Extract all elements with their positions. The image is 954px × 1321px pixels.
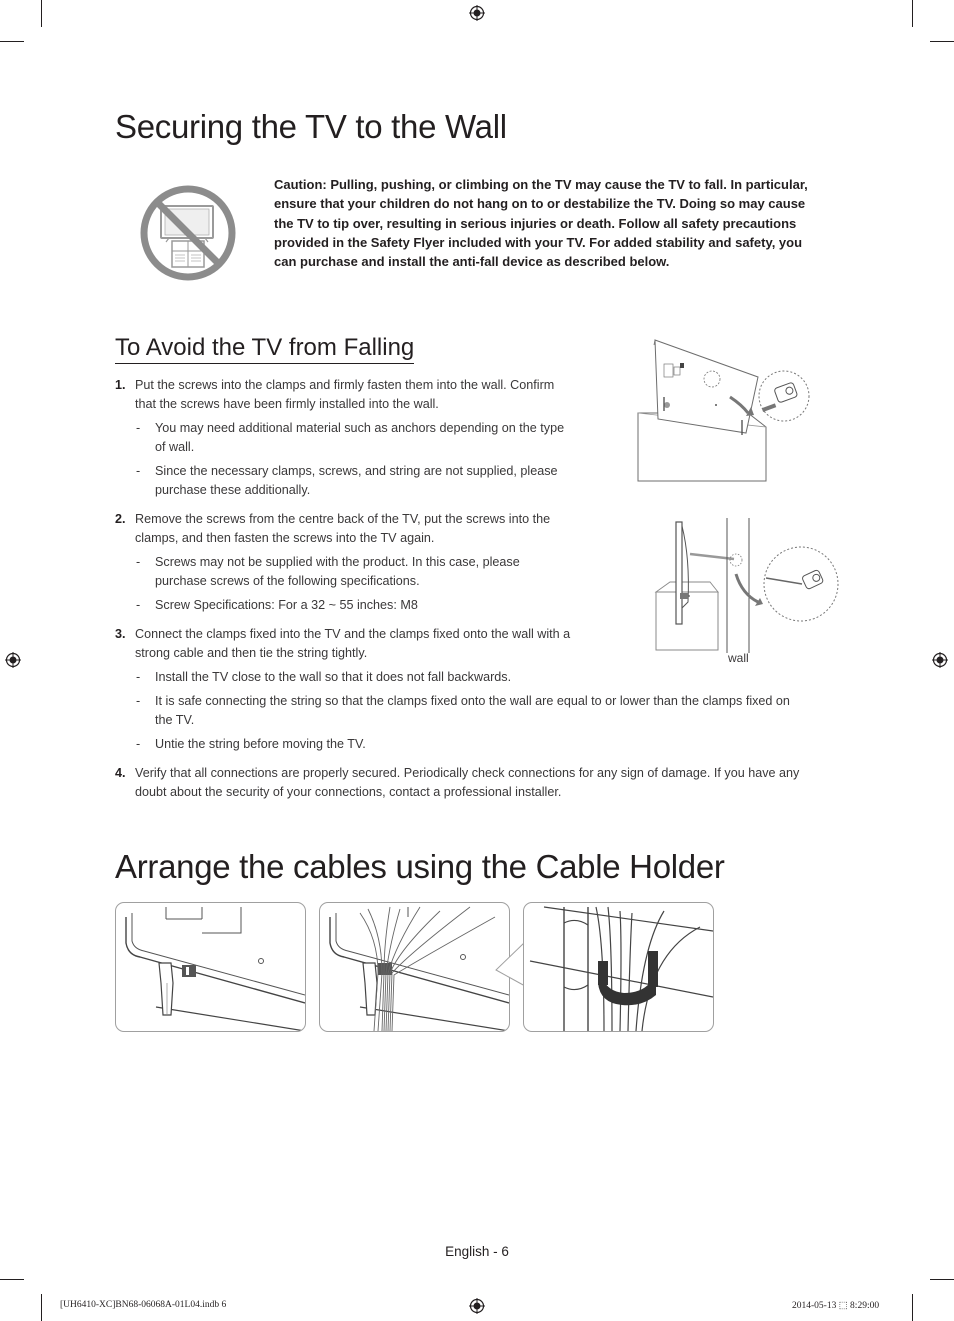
step-note: - You may need additional material such as anchors depending on the type of wall. — [136, 421, 565, 455]
crop-mark — [0, 1279, 24, 1280]
step-note: - Untie the string before moving the TV. — [136, 735, 826, 755]
step-2 — [115, 510, 595, 550]
step-1 — [115, 376, 595, 416]
step-number: 2. — [115, 512, 126, 526]
registration-mark-icon — [469, 5, 485, 21]
note-text-line: Screw Specifications: For a 32 ~ 55 inches: M8 — [155, 598, 418, 612]
note-text-line: purchase screws of the following specifications. — [155, 574, 420, 589]
note-text-line: Since the necessary clamps, screws, and string are not supplied, please — [155, 464, 558, 478]
step-note: - Screw Specifications: For a 32 ~ 55 inches: M8 — [136, 596, 606, 616]
step-number: 3. — [115, 627, 126, 641]
step-text-line: Remove the screws from the centre back of the TV, put the screws into the — [135, 512, 551, 526]
step-text-line: that the screws have been firmly installed into the wall. — [135, 397, 439, 412]
crop-mark — [912, 1294, 913, 1321]
step-text-line: clamps, and then fasten the screws into the TV again. — [135, 531, 435, 546]
crop-mark — [912, 0, 913, 27]
note-text-line: the TV. — [155, 713, 195, 728]
callout-pointer — [492, 940, 526, 990]
tv-back-clamp-illustration — [630, 335, 810, 483]
step-text-line: Connect the clamps fixed into the TV and the clamps fixed onto the wall with a — [135, 627, 571, 641]
step-3 — [115, 625, 595, 665]
cable-holder-panel-2 — [319, 902, 510, 1032]
step-text-line: strong cable and then tie the string tightly. — [135, 646, 368, 661]
crop-mark — [0, 41, 24, 42]
registration-mark-icon — [932, 652, 948, 668]
tv-side-wall-illustration — [654, 518, 840, 653]
page-title: Securing the TV to the Wall — [115, 108, 507, 145]
note-text-line: Untie the string before moving the TV. — [155, 737, 366, 751]
step-note: - Install the TV close to the wall so that it does not fall backwards. — [136, 668, 826, 688]
cable-holder-panel-1 — [115, 902, 306, 1032]
cables-in-holder-illustration — [320, 903, 509, 1031]
step-4 — [115, 764, 835, 804]
page-number: English - 6 — [445, 1244, 509, 1259]
note-text-line: Screws may not be supplied with the product. In this case, please — [155, 555, 520, 569]
date-slug: 2014-05-13 ⬚ 8:29:00 — [792, 1301, 880, 1311]
crop-mark — [930, 41, 954, 42]
note-text-line: purchase these additionally. — [155, 483, 311, 498]
step-number: 1. — [115, 378, 126, 392]
step-note: - Screws may not be supplied with the product. In this case, please purchase screws of the following specifications. — [136, 555, 520, 589]
section-title: Arrange the cables using the Cable Holder — [115, 848, 725, 885]
step-text-line: doubt about the security of your connections, contact a professional installer. — [135, 785, 562, 800]
registration-mark-icon — [5, 652, 21, 668]
step-note: - It is safe connecting the string so that the clamps fixed onto the wall are equal to or lower than the clamps fixed on the TV. — [136, 694, 790, 728]
step-number: 4. — [115, 766, 126, 780]
no-climbing-warning-icon — [139, 184, 237, 282]
crop-mark — [930, 1279, 954, 1280]
subsection-title: To Avoid the TV from Falling — [115, 334, 414, 364]
step-note: - Since the necessary clamps, screws, and string are not supplied, please purchase these additionally. — [136, 464, 558, 498]
crop-mark — [41, 0, 42, 27]
step-text-line: Verify that all connections are properly secured. Periodically check connections for any sign of damage. If you have any — [135, 766, 800, 780]
note-text-line: Install the TV close to the wall so that it does not fall backwards. — [155, 670, 512, 684]
tv-bottom-cable-holder-illustration — [116, 903, 305, 1031]
cable-holder-closeup-illustration — [524, 903, 713, 1031]
caution-text: Caution: Pulling, pushing, or climbing on the TV may cause the TV to fall. In particular, ensure that your children do not hang on to or destabilize the TV. Doing so may cause the TV to tip over, resulting in serious injuries or death. Follow all safety precautions provided in the Safety Flyer included with your TV. For added stability and safety, you can purchase and install the anti-fall device as described below. — [274, 177, 808, 270]
note-text-line: It is safe connecting the string so that the clamps fixed onto the wall are equal to or lower than the clamps fixed on — [155, 694, 790, 708]
note-text-line: You may need additional material such as anchors depending on the type — [155, 421, 565, 435]
registration-mark-icon — [469, 1298, 485, 1314]
file-slug: [UH6410-XC]BN68-06068A-01L04.indb 6 — [60, 1300, 227, 1310]
note-text-line: of wall. — [155, 440, 195, 455]
crop-mark — [41, 1294, 42, 1321]
cable-holder-panel-3 — [523, 902, 714, 1032]
wall-label: wall — [728, 651, 749, 665]
step-text-line: Put the screws into the clamps and firmly fasten them into the wall. Confirm — [135, 378, 555, 392]
